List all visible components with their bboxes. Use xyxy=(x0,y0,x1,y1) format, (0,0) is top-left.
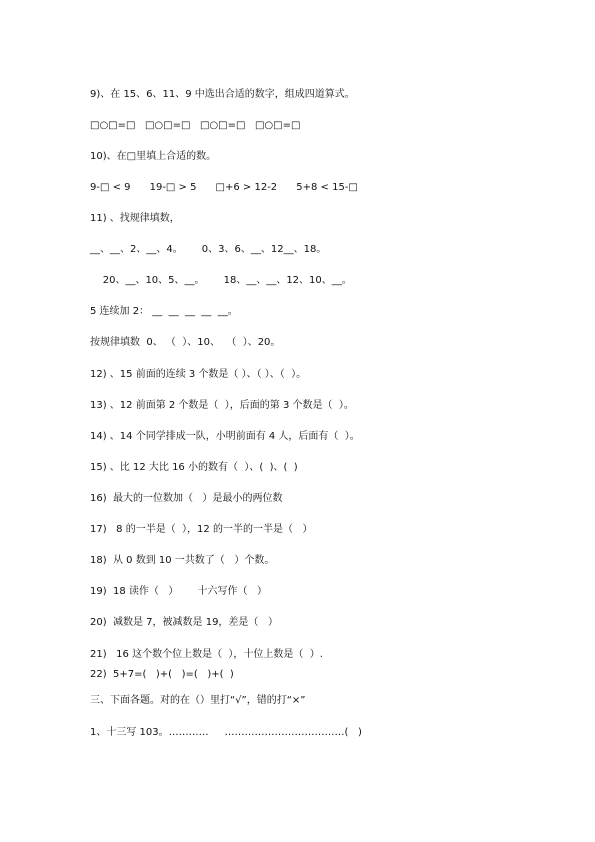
question-9-blanks: □○□=□ □○□=□ □○□=□ □○□=□ xyxy=(90,120,301,131)
question-11-row-1: __、__、2、__、4。 0、3、6、__、12__、18。 xyxy=(90,244,327,255)
section-3-question-1: 1、十三写 103。………… ………………………………( ) xyxy=(90,727,362,738)
question-10-items: 9-□ < 9 19-□ > 5 □+6 > 12-2 5+8 < 15-□ xyxy=(90,182,358,193)
question-10: 10)、在□里填上合适的数。 xyxy=(90,151,217,162)
question-17: 17) 8 的一半是（ ），12 的一半的一半是（ ） xyxy=(90,524,313,535)
question-9: 9)、在 15、6、11、9 中选出合适的数字，组成四道算式。 xyxy=(90,89,355,100)
section-3-heading: 三、下面各题。对的在（）里打“√”，错的打“×” xyxy=(90,695,306,706)
question-16: 16) 最大的一位数加（ ）是最小的两位数 xyxy=(90,493,283,504)
question-21: 21) 16 这个数个位上数是（ ），十位上数是（ ）. xyxy=(90,649,323,660)
question-18: 18) 从 0 数到 10 一共数了（ ）个数。 xyxy=(90,555,275,566)
question-19: 19) 18 读作（ ） 十六写作（ ） xyxy=(90,586,268,597)
question-20: 20) 减数是 7，被减数是 19，差是（ ） xyxy=(90,617,278,628)
question-11-row-4: 按规律填数 0、 （ ）、10、 （ ）、20。 xyxy=(90,337,281,348)
question-11-row-2: 20、__、10、5、__。 18、__、__、12、10、__。 xyxy=(90,275,352,286)
question-13: 13) 、12 前面第 2 个数是（ ），后面的第 3 个数是（ ）。 xyxy=(90,400,354,411)
question-15: 15) 、比 12 大比 16 小的数有（ ）、( )、( ) xyxy=(90,462,298,473)
question-11: 11) 、找规律填数， xyxy=(90,213,180,224)
question-11-row-3: 5 连续加 2： __ __ __ __ __。 xyxy=(90,306,238,317)
question-22: 22) 5+7=( )+( )=( )+( ) xyxy=(90,669,234,680)
question-12: 12) 、15 前面的连续 3 个数是（ ）、（ ）、（ ）。 xyxy=(90,369,307,380)
question-14: 14) 、14 个同学排成一队，小明前面有 4 人，后面有（ ）。 xyxy=(90,431,360,442)
